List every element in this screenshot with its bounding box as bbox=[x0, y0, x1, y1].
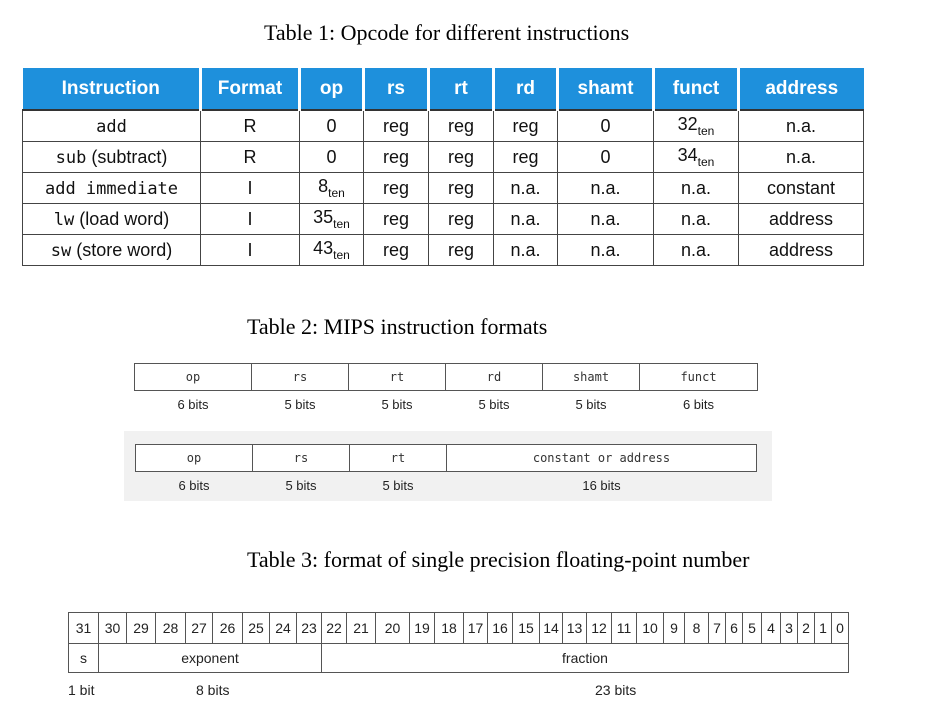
bit-number: 29 bbox=[127, 613, 156, 644]
cell-rs-value: reg bbox=[382, 115, 409, 136]
cell-op bbox=[300, 235, 364, 266]
cell-instruction bbox=[23, 142, 201, 173]
instruction-mnemonic: sub bbox=[55, 147, 87, 168]
cell-op bbox=[300, 110, 364, 142]
bit-number: 30 bbox=[99, 613, 127, 644]
bit-number: 16 bbox=[488, 613, 513, 644]
bit-number: 11 bbox=[612, 613, 637, 644]
r-format-bits-row bbox=[135, 391, 758, 418]
header-rd: rd bbox=[494, 68, 558, 110]
bit-number: 23 bbox=[297, 613, 322, 644]
cell-rt-value: reg bbox=[447, 115, 474, 136]
bit-number: 8 bbox=[685, 613, 709, 644]
bit-number: 0 bbox=[832, 613, 849, 644]
bit-number: 6 bbox=[726, 613, 743, 644]
cell-address-value: constant bbox=[766, 177, 836, 198]
cell-rt bbox=[429, 110, 494, 142]
size-exponent: 8 bits bbox=[196, 682, 230, 698]
bit-number: 3 bbox=[781, 613, 798, 644]
bit-number: 21 bbox=[347, 613, 376, 644]
float-fields-row bbox=[69, 644, 849, 673]
cell-rs bbox=[364, 173, 429, 204]
cell-instruction bbox=[23, 204, 201, 235]
bit-number: 24 bbox=[270, 613, 297, 644]
i-bits-rt: 5 bits bbox=[382, 477, 414, 493]
cell-funct-value: 34 bbox=[677, 145, 698, 165]
cell-format bbox=[201, 110, 300, 142]
r-field-rt: rt bbox=[349, 364, 446, 391]
instruction-description: (load word) bbox=[74, 208, 170, 229]
cell-instruction bbox=[23, 235, 201, 266]
opcode-row bbox=[23, 110, 864, 142]
opcode-row bbox=[23, 235, 864, 266]
instruction-description: (subtract) bbox=[86, 146, 168, 167]
bit-number: 26 bbox=[213, 613, 243, 644]
cell-rs bbox=[364, 142, 429, 173]
r-field-shamt: shamt bbox=[543, 364, 640, 391]
cell-op bbox=[300, 142, 364, 173]
cell-rs bbox=[364, 235, 429, 266]
header-op: op bbox=[300, 68, 364, 110]
cell-rt-value: reg bbox=[447, 177, 474, 198]
cell-address-value: n.a. bbox=[785, 115, 817, 136]
cell-rt bbox=[429, 173, 494, 204]
cell-op bbox=[300, 204, 364, 235]
cell-shamt bbox=[558, 235, 654, 266]
bit-number: 13 bbox=[563, 613, 587, 644]
cell-funct-radix: ten bbox=[697, 155, 715, 169]
header-address: address bbox=[739, 68, 864, 110]
cell-rt bbox=[429, 204, 494, 235]
cell-funct bbox=[654, 204, 739, 235]
bit-number: 20 bbox=[376, 613, 410, 644]
cell-format-value: R bbox=[243, 146, 257, 167]
cell-op bbox=[300, 173, 364, 204]
r-format-table bbox=[134, 363, 758, 417]
cell-shamt-value: 0 bbox=[600, 146, 611, 167]
cell-shamt bbox=[558, 173, 654, 204]
instruction-mnemonic: sw bbox=[50, 240, 72, 261]
table1-title: Table 1: Opcode for different instructions bbox=[264, 20, 630, 45]
bit-number: 9 bbox=[664, 613, 685, 644]
cell-format-value: R bbox=[243, 115, 257, 136]
i-bits-rs: 5 bits bbox=[285, 477, 317, 493]
table2-title: Table 2: MIPS instruction formats bbox=[247, 314, 548, 339]
header-instruction: Instruction bbox=[23, 68, 201, 110]
i-format-fields-row bbox=[136, 445, 757, 472]
cell-rd-value: n.a. bbox=[510, 239, 541, 260]
cell-rs bbox=[364, 204, 429, 235]
cell-op-radix: ten bbox=[328, 186, 345, 200]
cell-rs-value: reg bbox=[382, 146, 409, 167]
cell-op-value: 8 bbox=[318, 176, 329, 196]
cell-format-value: I bbox=[247, 177, 253, 198]
cell-funct-radix: ten bbox=[697, 124, 715, 138]
r-bits-shamt: 5 bits bbox=[575, 396, 607, 412]
cell-rt bbox=[429, 142, 494, 173]
cell-rs-value: reg bbox=[382, 177, 409, 198]
r-field-rs: rs bbox=[252, 364, 349, 391]
header-format: Format bbox=[201, 68, 300, 110]
cell-rt-value: reg bbox=[447, 146, 474, 167]
bit-number: 19 bbox=[410, 613, 435, 644]
cell-address bbox=[739, 173, 864, 204]
bit-number: 18 bbox=[435, 613, 464, 644]
cell-op-value: 0 bbox=[326, 115, 337, 136]
r-format-fields-row bbox=[135, 364, 758, 391]
cell-rt-value: reg bbox=[447, 239, 474, 260]
bit-number: 1 bbox=[815, 613, 832, 644]
r-field-op: op bbox=[135, 364, 252, 391]
cell-format bbox=[201, 142, 300, 173]
i-field-rt: rt bbox=[350, 445, 447, 472]
cell-funct-value: 32 bbox=[677, 114, 698, 134]
size-sign: 1 bit bbox=[68, 682, 95, 698]
bit-number-row bbox=[69, 613, 849, 644]
instruction-mnemonic: add immediate bbox=[44, 178, 179, 199]
r-field-rd: rd bbox=[446, 364, 543, 391]
cell-address-value: address bbox=[768, 239, 834, 260]
opcode-table bbox=[22, 68, 864, 266]
cell-rd-value: reg bbox=[512, 115, 539, 136]
cell-rd bbox=[494, 204, 558, 235]
bit-number: 2 bbox=[798, 613, 815, 644]
cell-format-value: I bbox=[247, 239, 253, 260]
cell-funct bbox=[654, 235, 739, 266]
cell-format-value: I bbox=[247, 208, 253, 229]
bit-number: 27 bbox=[186, 613, 213, 644]
cell-instruction bbox=[23, 110, 201, 142]
header-rs: rs bbox=[364, 68, 429, 110]
cell-rs-value: reg bbox=[382, 208, 409, 229]
bit-number: 28 bbox=[156, 613, 186, 644]
r-field-funct: funct bbox=[640, 364, 758, 391]
cell-rs-value: reg bbox=[382, 239, 409, 260]
bit-number: 10 bbox=[637, 613, 664, 644]
cell-op-value: 43 bbox=[313, 238, 334, 258]
cell-op-radix: ten bbox=[333, 217, 350, 231]
cell-funct bbox=[654, 110, 739, 142]
field-exponent: exponent bbox=[99, 644, 322, 673]
i-format-bits-row bbox=[136, 472, 757, 499]
header-rt: rt bbox=[429, 68, 494, 110]
opcode-row bbox=[23, 173, 864, 204]
instruction-mnemonic: lw bbox=[53, 209, 75, 230]
cell-format bbox=[201, 173, 300, 204]
float-format-table bbox=[68, 612, 849, 673]
cell-address-value: address bbox=[768, 208, 834, 229]
cell-funct bbox=[654, 173, 739, 204]
i-bits-constant-or-address: 16 bits bbox=[582, 477, 621, 493]
cell-address bbox=[739, 204, 864, 235]
r-bits-op: 6 bits bbox=[177, 396, 209, 412]
cell-shamt bbox=[558, 142, 654, 173]
cell-shamt-value: 0 bbox=[600, 115, 611, 136]
r-bits-rd: 5 bits bbox=[478, 396, 510, 412]
size-fraction: 23 bits bbox=[595, 682, 637, 698]
cell-shamt-value: n.a. bbox=[590, 208, 621, 229]
bit-number: 17 bbox=[464, 613, 488, 644]
bit-number: 14 bbox=[540, 613, 563, 644]
cell-funct-value: n.a. bbox=[680, 177, 712, 198]
bit-number: 7 bbox=[709, 613, 726, 644]
opcode-row bbox=[23, 204, 864, 235]
cell-op-radix: ten bbox=[333, 248, 350, 262]
bit-number: 5 bbox=[743, 613, 762, 644]
cell-funct-value: n.a. bbox=[680, 208, 712, 229]
cell-address bbox=[739, 235, 864, 266]
i-field-op: op bbox=[136, 445, 253, 472]
cell-rd-value: n.a. bbox=[510, 177, 541, 198]
instruction-description: (store word) bbox=[71, 239, 173, 260]
bit-number: 12 bbox=[587, 613, 612, 644]
bit-number: 25 bbox=[243, 613, 270, 644]
cell-shamt bbox=[558, 110, 654, 142]
cell-rd bbox=[494, 173, 558, 204]
cell-rd bbox=[494, 235, 558, 266]
i-field-constant-or-address: constant or address bbox=[447, 445, 757, 472]
bit-number: 22 bbox=[322, 613, 347, 644]
cell-rd bbox=[494, 110, 558, 142]
cell-address-value: n.a. bbox=[785, 146, 817, 167]
cell-rt-value: reg bbox=[447, 208, 474, 229]
r-bits-rt: 5 bits bbox=[381, 396, 413, 412]
header-shamt: shamt bbox=[558, 68, 654, 110]
cell-format bbox=[201, 204, 300, 235]
cell-op-value: 0 bbox=[326, 146, 337, 167]
r-bits-funct: 6 bits bbox=[682, 396, 715, 412]
i-bits-op: 6 bits bbox=[178, 477, 210, 493]
i-format-table bbox=[135, 444, 757, 498]
cell-rs bbox=[364, 110, 429, 142]
cell-rd-value: reg bbox=[512, 146, 539, 167]
cell-op-value: 35 bbox=[313, 207, 334, 227]
r-bits-rs: 5 bits bbox=[284, 396, 316, 412]
i-field-rs: rs bbox=[253, 445, 350, 472]
instruction-mnemonic: add bbox=[96, 116, 127, 137]
cell-shamt bbox=[558, 204, 654, 235]
cell-format bbox=[201, 235, 300, 266]
cell-rt bbox=[429, 235, 494, 266]
cell-address bbox=[739, 110, 864, 142]
header-funct: funct bbox=[654, 68, 739, 110]
opcode-table-header bbox=[23, 68, 864, 110]
field-fraction: fraction bbox=[322, 644, 849, 673]
cell-funct bbox=[654, 142, 739, 173]
field-sign: s bbox=[69, 644, 99, 673]
cell-funct-value: n.a. bbox=[680, 239, 712, 260]
cell-shamt-value: n.a. bbox=[590, 239, 621, 260]
bit-number: 15 bbox=[513, 613, 540, 644]
cell-instruction bbox=[23, 173, 201, 204]
cell-address bbox=[739, 142, 864, 173]
bit-number: 31 bbox=[69, 613, 99, 644]
opcode-row bbox=[23, 142, 864, 173]
cell-shamt-value: n.a. bbox=[590, 177, 621, 198]
bit-number: 4 bbox=[762, 613, 781, 644]
cell-rd-value: n.a. bbox=[510, 208, 541, 229]
table3-title: Table 3: format of single precision floating-point number bbox=[247, 547, 750, 572]
cell-rd bbox=[494, 142, 558, 173]
